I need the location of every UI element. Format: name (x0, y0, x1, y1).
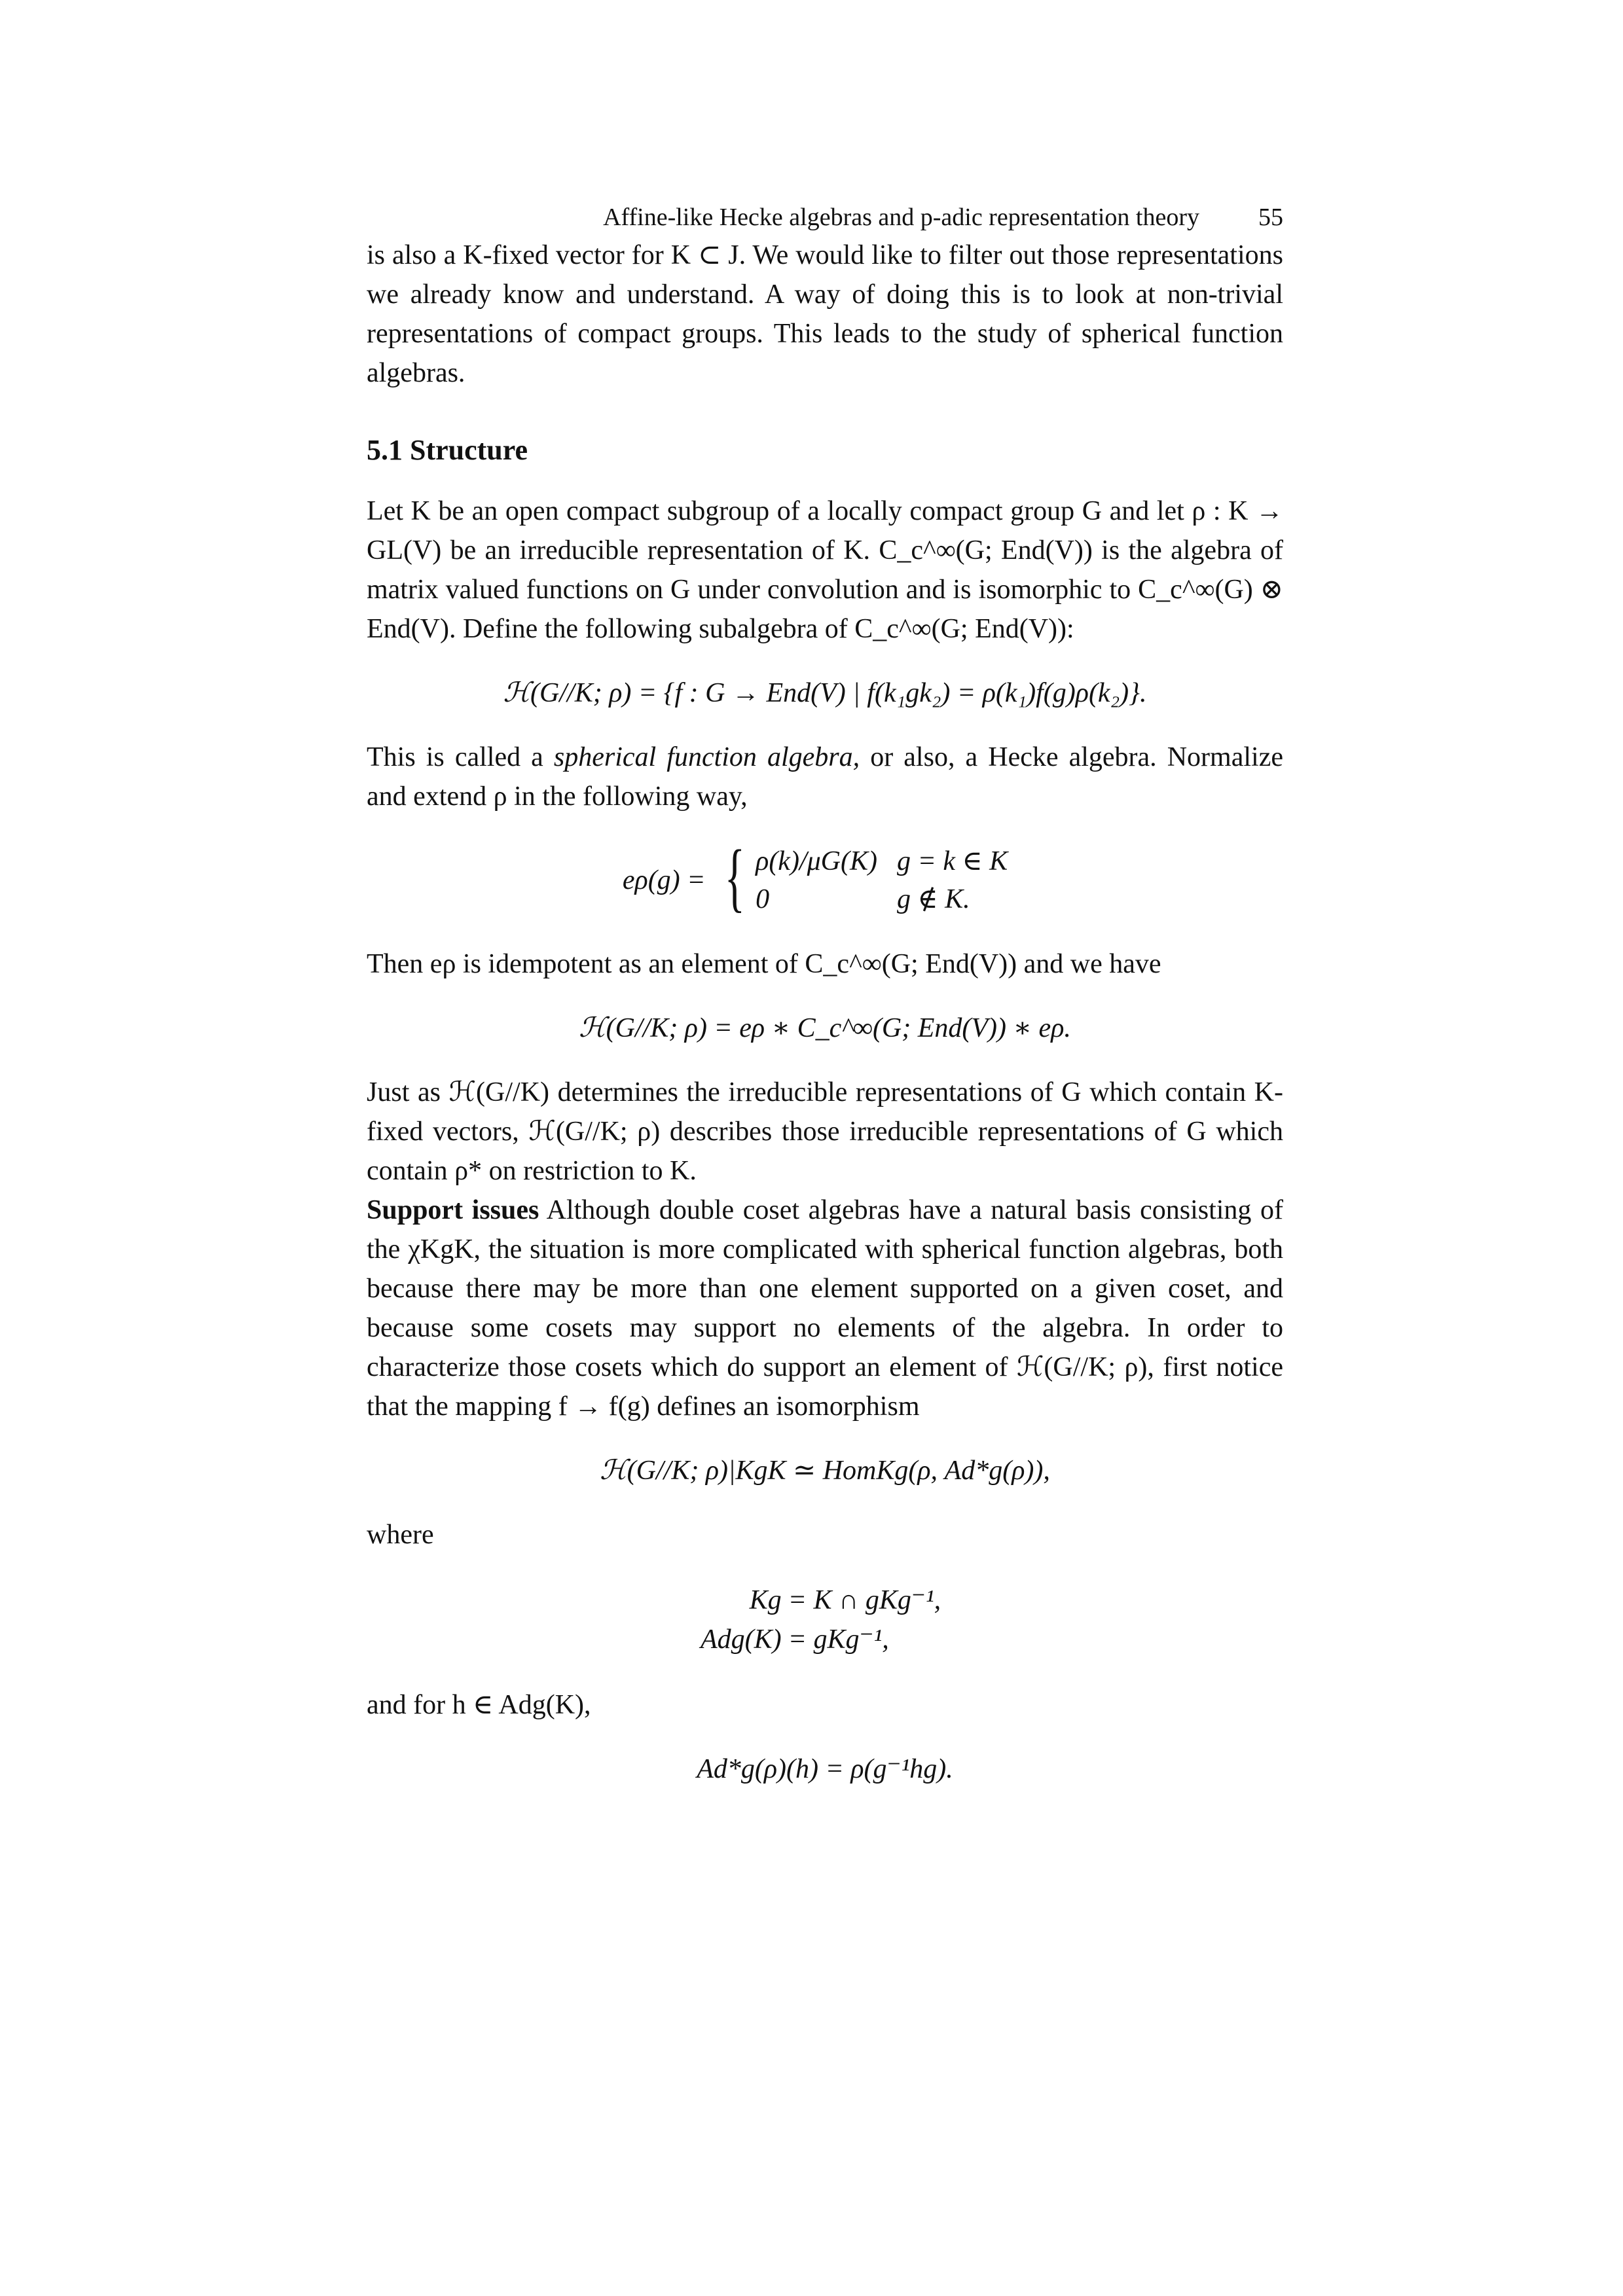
left-brace-icon: { (724, 834, 745, 920)
page-number: 55 (1258, 204, 1283, 231)
equation-hecke-algebra: ℋ(G//K; ρ) = {f : G → End(V) | f(k₁gk₂) = ρ(k₁)f(g)ρ(k₂)}. (503, 678, 1147, 708)
paragraph-definition: Let K be an open compact subgroup of a locally compact group G and let ρ : K → GL(V) be an irreducible representation of K. C_c^∞(G; End(V)) is the algebra of matrix valued functions on G under convolution and is isomorphic to C_c^∞(G) ⊗ End(V). Define the following subalgebra of C_c^∞(G; End(V)): (367, 496, 1283, 644)
running-head (367, 196, 1283, 236)
aligned-table (701, 1581, 941, 1659)
equation-ad-star: Ad*g(ρ)(h) = ρ(g⁻¹hg). (697, 1754, 953, 1784)
cases-table (756, 842, 1027, 918)
equation-hecke-idempotent: ℋ(G//K; ρ) = eρ ∗ C_c^∞(G; End(V)) ∗ eρ. (579, 1013, 1071, 1043)
paragraph-support-body: Although double coset algebras have a natural basis consisting of the χKgK, the situation is more complicated with spherical function algebras, both because there may be more than one element supported on a given coset, and because some cosets may support no elements of the algebra. In order to characterize those cosets which do support an element of ℋ(G//K; ρ), first notice that the mapping f → f(g) defines an isomorphism (367, 1195, 1283, 1422)
paragraph-idempotent: Then eρ is idempotent as an element of C_c^∞(G; End(V)) and we have (367, 949, 1161, 979)
case-1-condition: g = k ∈ K (897, 846, 1008, 876)
aligned-row-1-rhs: = K ∩ gKg⁻¹, (788, 1585, 941, 1615)
section-heading: 5.1 Structure (367, 434, 528, 466)
equation-idempotent-cases (367, 834, 1283, 920)
paragraph-spherical-before: This is called a (367, 742, 554, 772)
aligned-row-2-rhs: = gKg⁻¹, (788, 1624, 889, 1655)
cases-lhs: eρ(g) = (622, 865, 706, 895)
paragraph-intro: is also a K-fixed vector for K ⊂ J. We would like to filter out those representations we already know and understand. A way of doing this is to look at non-trivial representations of compact groups. This leads to the study of spherical function algebras. (367, 240, 1283, 388)
case-2-condition: g ∉ K. (897, 884, 970, 914)
paragraph-support-issues (367, 1191, 1283, 1426)
paragraph-where: where (367, 1520, 434, 1550)
paragraph-just-as: Just as ℋ(G//K) determines the irreducible representations of G which contain K-fixed vectors, ℋ(G//K; ρ) describes those irreducible representations of G which contain ρ* on restriction to K. (367, 1077, 1283, 1186)
aligned-row-1-lhs: Kg (749, 1585, 782, 1615)
case-2-value: 0 (756, 884, 770, 914)
paragraph-spherical (367, 738, 1283, 816)
aligned-row-2-lhs: Adg(K) (701, 1624, 782, 1655)
equation-aligned-definitions (367, 1581, 1283, 1659)
case-1-value: ρ(k)/μG(K) (756, 846, 877, 876)
paragraph-and-for-h: and for h ∈ Adg(K), (367, 1690, 591, 1720)
running-head-title: Affine-like Hecke algebras and p-adic representation theory (603, 204, 1199, 231)
page (367, 196, 1283, 1814)
paragraph-spherical-after: or also, a Hecke algebra. Normalize and extend ρ in the following way, (367, 742, 1283, 812)
emphasis-spherical-function-algebra: spherical function algebra, (553, 742, 860, 772)
equation-isomorphism: ℋ(G//K; ρ)|KgK ≃ HomKg(ρ, Ad*g(ρ)), (600, 1456, 1050, 1486)
run-in-heading: Support issues (367, 1195, 539, 1225)
